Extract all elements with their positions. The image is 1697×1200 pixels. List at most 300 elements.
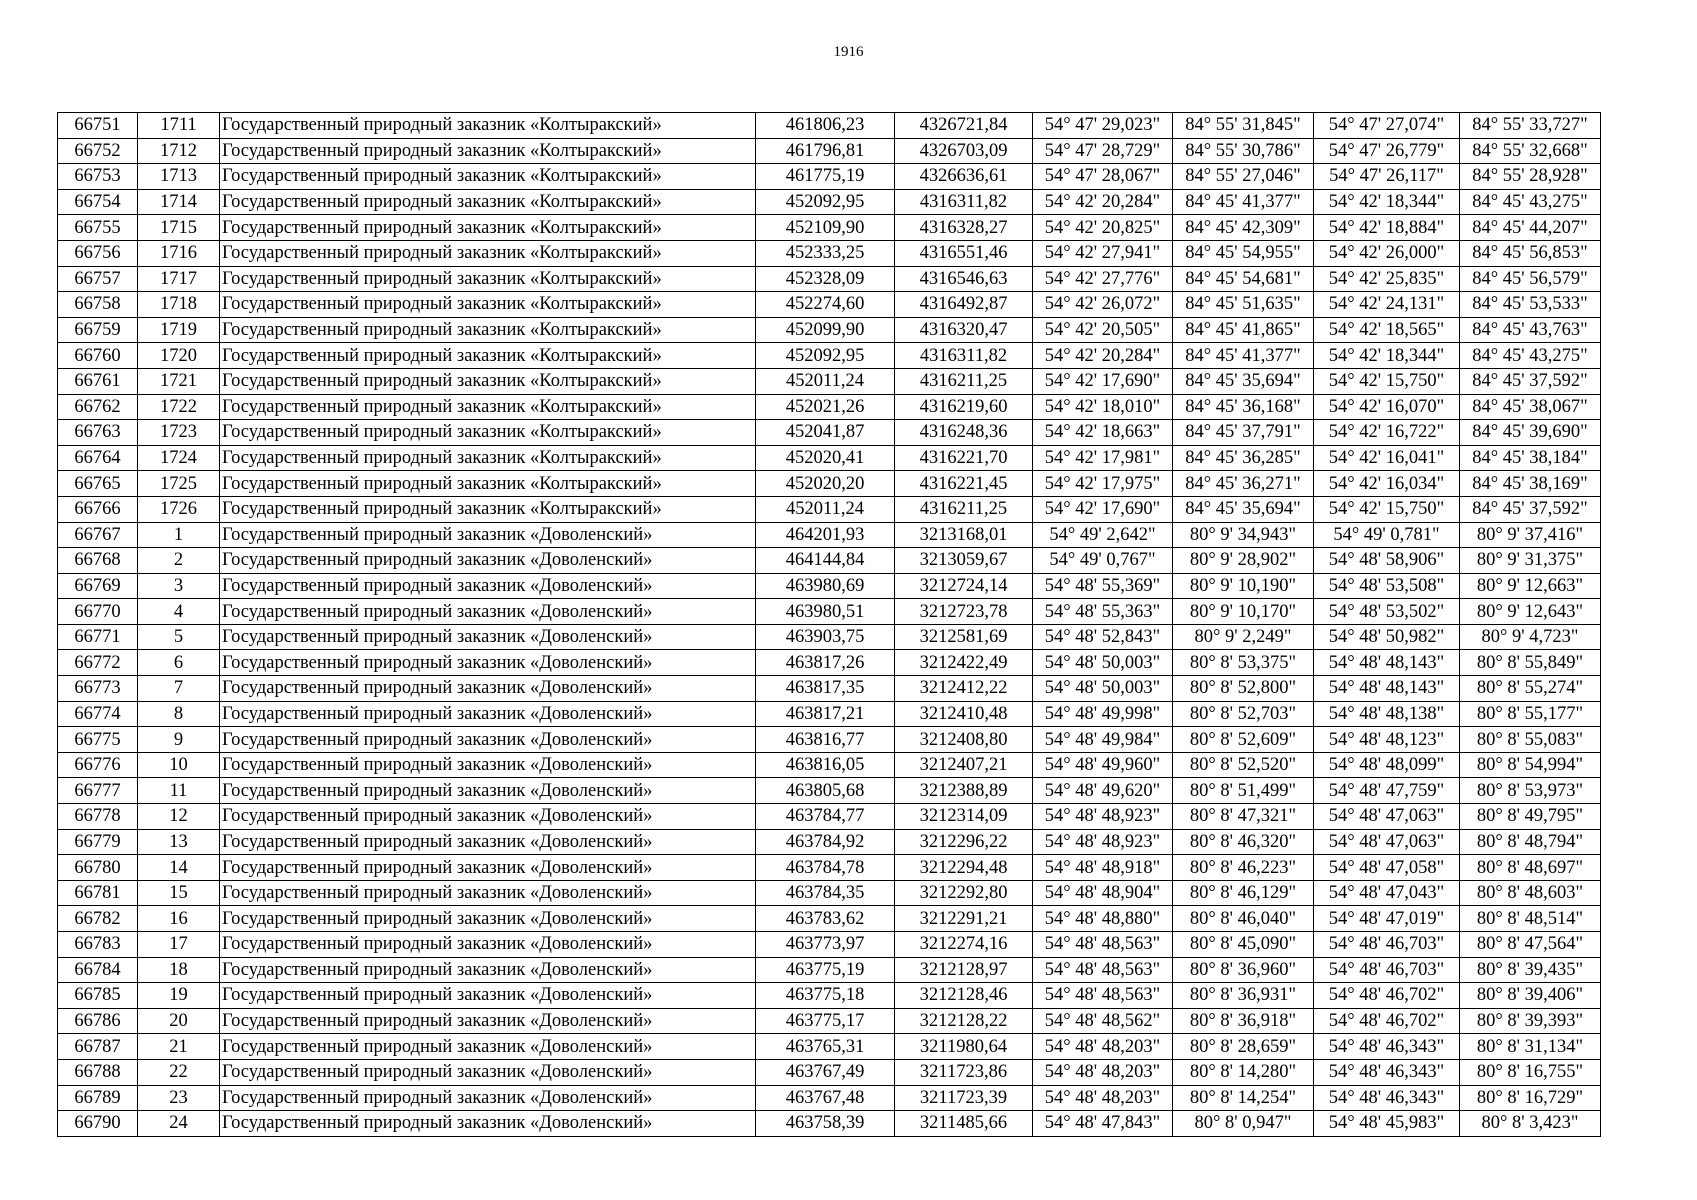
latitude-1-cell: 54° 48' 55,369" xyxy=(1033,573,1173,599)
longitude-2-cell: 84° 45' 56,853" xyxy=(1460,240,1601,266)
longitude-2-cell: 84° 45' 37,592" xyxy=(1460,368,1601,394)
object-name-cell: Государственный природный заказник «Доволенский» xyxy=(220,522,756,548)
latitude-2-cell: 54° 48' 46,343" xyxy=(1314,1085,1460,1111)
longitude-2-cell: 84° 55' 33,727" xyxy=(1460,113,1601,139)
longitude-1-cell: 80° 8' 45,090" xyxy=(1173,932,1314,958)
table-row xyxy=(58,957,1601,983)
x-coordinate-cell: 463758,39 xyxy=(756,1111,895,1137)
object-name-cell: Государственный природный заказник «Доволенский» xyxy=(220,1034,756,1060)
x-coordinate-cell: 452020,20 xyxy=(756,471,895,497)
table-row xyxy=(58,420,1601,446)
latitude-1-cell: 54° 48' 49,984" xyxy=(1033,727,1173,753)
record-number-cell: 66763 xyxy=(58,420,138,446)
x-coordinate-cell: 463784,77 xyxy=(756,804,895,830)
object-name-cell: Государственный природный заказник «Доволенский» xyxy=(220,804,756,830)
latitude-1-cell: 54° 48' 48,203" xyxy=(1033,1085,1173,1111)
y-coordinate-cell: 4316546,63 xyxy=(895,266,1033,292)
longitude-1-cell: 80° 8' 52,609" xyxy=(1173,727,1314,753)
x-coordinate-cell: 452099,90 xyxy=(756,317,895,343)
point-number-cell: 1717 xyxy=(138,266,220,292)
longitude-2-cell: 80° 8' 31,134" xyxy=(1460,1034,1601,1060)
point-number-cell: 17 xyxy=(138,932,220,958)
table-row xyxy=(58,701,1601,727)
table-row xyxy=(58,676,1601,702)
longitude-1-cell: 80° 8' 52,520" xyxy=(1173,752,1314,778)
y-coordinate-cell: 3212128,22 xyxy=(895,1008,1033,1034)
latitude-2-cell: 54° 42' 26,000" xyxy=(1314,240,1460,266)
x-coordinate-cell: 463817,35 xyxy=(756,676,895,702)
object-name-cell: Государственный природный заказник «Колтыракский» xyxy=(220,317,756,343)
table-row xyxy=(58,1059,1601,1085)
latitude-2-cell: 54° 42' 24,131" xyxy=(1314,292,1460,318)
latitude-2-cell: 54° 48' 46,702" xyxy=(1314,1008,1460,1034)
latitude-1-cell: 54° 48' 55,363" xyxy=(1033,599,1173,625)
latitude-2-cell: 54° 48' 45,983" xyxy=(1314,1111,1460,1137)
point-number-cell: 5 xyxy=(138,624,220,650)
object-name-cell: Государственный природный заказник «Доволенский» xyxy=(220,932,756,958)
longitude-1-cell: 84° 45' 42,309" xyxy=(1173,215,1314,241)
longitude-1-cell: 80° 8' 52,703" xyxy=(1173,701,1314,727)
x-coordinate-cell: 463767,49 xyxy=(756,1059,895,1085)
y-coordinate-cell: 3211723,39 xyxy=(895,1085,1033,1111)
y-coordinate-cell: 3212724,14 xyxy=(895,573,1033,599)
record-number-cell: 66777 xyxy=(58,778,138,804)
object-name-cell: Государственный природный заказник «Доволенский» xyxy=(220,1111,756,1137)
latitude-1-cell: 54° 48' 49,960" xyxy=(1033,752,1173,778)
x-coordinate-cell: 452333,25 xyxy=(756,240,895,266)
latitude-1-cell: 54° 48' 48,563" xyxy=(1033,957,1173,983)
x-coordinate-cell: 463784,78 xyxy=(756,855,895,881)
point-number-cell: 1715 xyxy=(138,215,220,241)
object-name-cell: Государственный природный заказник «Доволенский» xyxy=(220,957,756,983)
y-coordinate-cell: 3211485,66 xyxy=(895,1111,1033,1137)
y-coordinate-cell: 3212408,80 xyxy=(895,727,1033,753)
object-name-cell: Государственный природный заказник «Доволенский» xyxy=(220,624,756,650)
record-number-cell: 66780 xyxy=(58,855,138,881)
latitude-1-cell: 54° 42' 20,505" xyxy=(1033,317,1173,343)
latitude-2-cell: 54° 48' 48,138" xyxy=(1314,701,1460,727)
x-coordinate-cell: 463775,19 xyxy=(756,957,895,983)
longitude-1-cell: 80° 9' 10,170" xyxy=(1173,599,1314,625)
table-row xyxy=(58,624,1601,650)
table-row xyxy=(58,138,1601,164)
longitude-2-cell: 80° 8' 54,994" xyxy=(1460,752,1601,778)
object-name-cell: Государственный природный заказник «Доволенский» xyxy=(220,727,756,753)
record-number-cell: 66767 xyxy=(58,522,138,548)
x-coordinate-cell: 463767,48 xyxy=(756,1085,895,1111)
latitude-2-cell: 54° 48' 58,906" xyxy=(1314,548,1460,574)
y-coordinate-cell: 3212407,21 xyxy=(895,752,1033,778)
latitude-1-cell: 54° 42' 17,690" xyxy=(1033,368,1173,394)
latitude-1-cell: 54° 48' 49,620" xyxy=(1033,778,1173,804)
record-number-cell: 66785 xyxy=(58,983,138,1009)
longitude-1-cell: 84° 45' 54,681" xyxy=(1173,266,1314,292)
latitude-2-cell: 54° 42' 18,565" xyxy=(1314,317,1460,343)
x-coordinate-cell: 463980,69 xyxy=(756,573,895,599)
record-number-cell: 66773 xyxy=(58,676,138,702)
object-name-cell: Государственный природный заказник «Доволенский» xyxy=(220,1085,756,1111)
object-name-cell: Государственный природный заказник «Доволенский» xyxy=(220,701,756,727)
latitude-1-cell: 54° 47' 29,023" xyxy=(1033,113,1173,139)
longitude-1-cell: 80° 8' 53,375" xyxy=(1173,650,1314,676)
latitude-1-cell: 54° 48' 48,923" xyxy=(1033,829,1173,855)
longitude-2-cell: 80° 8' 39,435" xyxy=(1460,957,1601,983)
table-row xyxy=(58,1034,1601,1060)
latitude-1-cell: 54° 48' 48,880" xyxy=(1033,906,1173,932)
record-number-cell: 66778 xyxy=(58,804,138,830)
table-row xyxy=(58,1085,1601,1111)
longitude-2-cell: 84° 55' 28,928" xyxy=(1460,164,1601,190)
table-row xyxy=(58,343,1601,369)
longitude-1-cell: 80° 8' 36,960" xyxy=(1173,957,1314,983)
longitude-2-cell: 80° 8' 55,849" xyxy=(1460,650,1601,676)
latitude-1-cell: 54° 49' 0,767" xyxy=(1033,548,1173,574)
y-coordinate-cell: 4316219,60 xyxy=(895,394,1033,420)
record-number-cell: 66782 xyxy=(58,906,138,932)
point-number-cell: 15 xyxy=(138,880,220,906)
latitude-1-cell: 54° 48' 50,003" xyxy=(1033,650,1173,676)
longitude-2-cell: 80° 8' 16,729" xyxy=(1460,1085,1601,1111)
page-number: 1916 xyxy=(833,44,864,60)
longitude-2-cell: 80° 9' 12,643" xyxy=(1460,599,1601,625)
latitude-1-cell: 54° 42' 26,072" xyxy=(1033,292,1173,318)
longitude-1-cell: 84° 45' 41,377" xyxy=(1173,343,1314,369)
latitude-2-cell: 54° 42' 15,750" xyxy=(1314,368,1460,394)
y-coordinate-cell: 4316248,36 xyxy=(895,420,1033,446)
point-number-cell: 8 xyxy=(138,701,220,727)
latitude-1-cell: 54° 42' 17,975" xyxy=(1033,471,1173,497)
latitude-2-cell: 54° 48' 47,063" xyxy=(1314,804,1460,830)
longitude-1-cell: 80° 8' 14,254" xyxy=(1173,1085,1314,1111)
record-number-cell: 66786 xyxy=(58,1008,138,1034)
longitude-1-cell: 84° 45' 54,955" xyxy=(1173,240,1314,266)
longitude-2-cell: 80° 8' 3,423" xyxy=(1460,1111,1601,1137)
point-number-cell: 3 xyxy=(138,573,220,599)
longitude-2-cell: 80° 8' 53,973" xyxy=(1460,778,1601,804)
y-coordinate-cell: 3212422,49 xyxy=(895,650,1033,676)
point-number-cell: 13 xyxy=(138,829,220,855)
table-row xyxy=(58,113,1601,139)
y-coordinate-cell: 3212274,16 xyxy=(895,932,1033,958)
latitude-2-cell: 54° 48' 47,019" xyxy=(1314,906,1460,932)
y-coordinate-cell: 3212128,46 xyxy=(895,983,1033,1009)
x-coordinate-cell: 464201,93 xyxy=(756,522,895,548)
point-number-cell: 1721 xyxy=(138,368,220,394)
record-number-cell: 66776 xyxy=(58,752,138,778)
longitude-2-cell: 80° 8' 55,177" xyxy=(1460,701,1601,727)
x-coordinate-cell: 463816,05 xyxy=(756,752,895,778)
point-number-cell: 22 xyxy=(138,1059,220,1085)
longitude-2-cell: 84° 55' 32,668" xyxy=(1460,138,1601,164)
table-row xyxy=(58,829,1601,855)
latitude-2-cell: 54° 48' 48,099" xyxy=(1314,752,1460,778)
record-number-cell: 66788 xyxy=(58,1059,138,1085)
x-coordinate-cell: 463783,62 xyxy=(756,906,895,932)
table-row xyxy=(58,932,1601,958)
object-name-cell: Государственный природный заказник «Доволенский» xyxy=(220,752,756,778)
x-coordinate-cell: 461775,19 xyxy=(756,164,895,190)
longitude-1-cell: 80° 8' 46,320" xyxy=(1173,829,1314,855)
object-name-cell: Государственный природный заказник «Доволенский» xyxy=(220,650,756,676)
object-name-cell: Государственный природный заказник «Доволенский» xyxy=(220,906,756,932)
point-number-cell: 1711 xyxy=(138,113,220,139)
latitude-2-cell: 54° 48' 47,058" xyxy=(1314,855,1460,881)
table-row xyxy=(58,496,1601,522)
longitude-1-cell: 80° 8' 52,800" xyxy=(1173,676,1314,702)
longitude-2-cell: 80° 9' 12,663" xyxy=(1460,573,1601,599)
latitude-2-cell: 54° 42' 16,041" xyxy=(1314,445,1460,471)
latitude-2-cell: 54° 48' 46,703" xyxy=(1314,932,1460,958)
latitude-2-cell: 54° 42' 18,884" xyxy=(1314,215,1460,241)
y-coordinate-cell: 3213059,67 xyxy=(895,548,1033,574)
longitude-1-cell: 84° 45' 36,168" xyxy=(1173,394,1314,420)
point-number-cell: 1712 xyxy=(138,138,220,164)
point-number-cell: 20 xyxy=(138,1008,220,1034)
x-coordinate-cell: 463980,51 xyxy=(756,599,895,625)
longitude-2-cell: 80° 9' 31,375" xyxy=(1460,548,1601,574)
y-coordinate-cell: 3212314,09 xyxy=(895,804,1033,830)
latitude-1-cell: 54° 48' 48,904" xyxy=(1033,880,1173,906)
longitude-1-cell: 84° 55' 27,046" xyxy=(1173,164,1314,190)
object-name-cell: Государственный природный заказник «Колтыракский» xyxy=(220,368,756,394)
table-row xyxy=(58,548,1601,574)
latitude-1-cell: 54° 48' 48,923" xyxy=(1033,804,1173,830)
latitude-2-cell: 54° 42' 16,070" xyxy=(1314,394,1460,420)
latitude-2-cell: 54° 48' 46,702" xyxy=(1314,983,1460,1009)
longitude-2-cell: 84° 45' 56,579" xyxy=(1460,266,1601,292)
latitude-2-cell: 54° 48' 47,759" xyxy=(1314,778,1460,804)
table-row xyxy=(58,880,1601,906)
point-number-cell: 1714 xyxy=(138,189,220,215)
latitude-1-cell: 54° 42' 17,690" xyxy=(1033,496,1173,522)
object-name-cell: Государственный природный заказник «Колтыракский» xyxy=(220,496,756,522)
record-number-cell: 66755 xyxy=(58,215,138,241)
table-row xyxy=(58,599,1601,625)
latitude-1-cell: 54° 42' 17,981" xyxy=(1033,445,1173,471)
object-name-cell: Государственный природный заказник «Доволенский» xyxy=(220,676,756,702)
table-row xyxy=(58,394,1601,420)
longitude-2-cell: 84° 45' 38,184" xyxy=(1460,445,1601,471)
x-coordinate-cell: 452041,87 xyxy=(756,420,895,446)
table-row xyxy=(58,1111,1601,1137)
y-coordinate-cell: 3212291,21 xyxy=(895,906,1033,932)
record-number-cell: 66762 xyxy=(58,394,138,420)
latitude-1-cell: 54° 42' 18,010" xyxy=(1033,394,1173,420)
x-coordinate-cell: 452011,24 xyxy=(756,496,895,522)
longitude-2-cell: 84° 45' 44,207" xyxy=(1460,215,1601,241)
y-coordinate-cell: 4316221,70 xyxy=(895,445,1033,471)
record-number-cell: 66789 xyxy=(58,1085,138,1111)
point-number-cell: 1713 xyxy=(138,164,220,190)
x-coordinate-cell: 463773,97 xyxy=(756,932,895,958)
record-number-cell: 66783 xyxy=(58,932,138,958)
longitude-1-cell: 84° 45' 41,377" xyxy=(1173,189,1314,215)
record-number-cell: 66766 xyxy=(58,496,138,522)
object-name-cell: Государственный природный заказник «Доволенский» xyxy=(220,1059,756,1085)
y-coordinate-cell: 4326636,61 xyxy=(895,164,1033,190)
longitude-2-cell: 84° 45' 38,067" xyxy=(1460,394,1601,420)
latitude-2-cell: 54° 49' 0,781" xyxy=(1314,522,1460,548)
table-row xyxy=(58,445,1601,471)
x-coordinate-cell: 452274,60 xyxy=(756,292,895,318)
record-number-cell: 66779 xyxy=(58,829,138,855)
point-number-cell: 11 xyxy=(138,778,220,804)
record-number-cell: 66753 xyxy=(58,164,138,190)
y-coordinate-cell: 3212412,22 xyxy=(895,676,1033,702)
x-coordinate-cell: 452092,95 xyxy=(756,343,895,369)
y-coordinate-cell: 3213168,01 xyxy=(895,522,1033,548)
x-coordinate-cell: 461796,81 xyxy=(756,138,895,164)
latitude-2-cell: 54° 47' 26,117" xyxy=(1314,164,1460,190)
y-coordinate-cell: 4316211,25 xyxy=(895,496,1033,522)
y-coordinate-cell: 3211723,86 xyxy=(895,1059,1033,1085)
record-number-cell: 66754 xyxy=(58,189,138,215)
longitude-1-cell: 84° 55' 31,845" xyxy=(1173,113,1314,139)
object-name-cell: Государственный природный заказник «Колтыракский» xyxy=(220,420,756,446)
object-name-cell: Государственный природный заказник «Колтыракский» xyxy=(220,138,756,164)
object-name-cell: Государственный природный заказник «Колтыракский» xyxy=(220,343,756,369)
y-coordinate-cell: 4316328,27 xyxy=(895,215,1033,241)
record-number-cell: 66774 xyxy=(58,701,138,727)
y-coordinate-cell: 3212410,48 xyxy=(895,701,1033,727)
object-name-cell: Государственный природный заказник «Колтыракский» xyxy=(220,266,756,292)
point-number-cell: 1725 xyxy=(138,471,220,497)
point-number-cell: 16 xyxy=(138,906,220,932)
longitude-1-cell: 84° 45' 36,271" xyxy=(1173,471,1314,497)
latitude-1-cell: 54° 48' 47,843" xyxy=(1033,1111,1173,1137)
longitude-1-cell: 80° 9' 34,943" xyxy=(1173,522,1314,548)
object-name-cell: Государственный природный заказник «Колтыракский» xyxy=(220,113,756,139)
longitude-1-cell: 80° 9' 2,249" xyxy=(1173,624,1314,650)
record-number-cell: 66758 xyxy=(58,292,138,318)
latitude-2-cell: 54° 48' 50,982" xyxy=(1314,624,1460,650)
object-name-cell: Государственный природный заказник «Колтыракский» xyxy=(220,292,756,318)
longitude-1-cell: 84° 45' 35,694" xyxy=(1173,496,1314,522)
object-name-cell: Государственный природный заказник «Доволенский» xyxy=(220,855,756,881)
latitude-2-cell: 54° 42' 18,344" xyxy=(1314,189,1460,215)
longitude-1-cell: 80° 8' 36,931" xyxy=(1173,983,1314,1009)
record-number-cell: 66784 xyxy=(58,957,138,983)
longitude-2-cell: 84° 45' 39,690" xyxy=(1460,420,1601,446)
y-coordinate-cell: 3212581,69 xyxy=(895,624,1033,650)
object-name-cell: Государственный природный заказник «Колтыракский» xyxy=(220,394,756,420)
latitude-1-cell: 54° 47' 28,067" xyxy=(1033,164,1173,190)
record-number-cell: 66769 xyxy=(58,573,138,599)
latitude-2-cell: 54° 42' 16,034" xyxy=(1314,471,1460,497)
latitude-1-cell: 54° 42' 27,776" xyxy=(1033,266,1173,292)
longitude-2-cell: 80° 8' 48,603" xyxy=(1460,880,1601,906)
x-coordinate-cell: 463784,92 xyxy=(756,829,895,855)
record-number-cell: 66765 xyxy=(58,471,138,497)
longitude-1-cell: 84° 45' 41,865" xyxy=(1173,317,1314,343)
record-number-cell: 66759 xyxy=(58,317,138,343)
y-coordinate-cell: 3211980,64 xyxy=(895,1034,1033,1060)
latitude-2-cell: 54° 42' 15,750" xyxy=(1314,496,1460,522)
record-number-cell: 66771 xyxy=(58,624,138,650)
x-coordinate-cell: 463765,31 xyxy=(756,1034,895,1060)
latitude-1-cell: 54° 42' 20,825" xyxy=(1033,215,1173,241)
latitude-2-cell: 54° 42' 18,344" xyxy=(1314,343,1460,369)
latitude-1-cell: 54° 42' 27,941" xyxy=(1033,240,1173,266)
table-body xyxy=(58,113,1601,1137)
point-number-cell: 1726 xyxy=(138,496,220,522)
longitude-1-cell: 84° 45' 51,635" xyxy=(1173,292,1314,318)
table-row xyxy=(58,189,1601,215)
x-coordinate-cell: 463775,18 xyxy=(756,983,895,1009)
latitude-1-cell: 54° 48' 52,843" xyxy=(1033,624,1173,650)
y-coordinate-cell: 3212294,48 xyxy=(895,855,1033,881)
latitude-1-cell: 54° 48' 48,918" xyxy=(1033,855,1173,881)
y-coordinate-cell: 4316221,45 xyxy=(895,471,1033,497)
object-name-cell: Государственный природный заказник «Колтыракский» xyxy=(220,240,756,266)
longitude-2-cell: 80° 8' 48,514" xyxy=(1460,906,1601,932)
point-number-cell: 2 xyxy=(138,548,220,574)
record-number-cell: 66751 xyxy=(58,113,138,139)
longitude-2-cell: 80° 8' 39,393" xyxy=(1460,1008,1601,1034)
longitude-2-cell: 80° 8' 39,406" xyxy=(1460,983,1601,1009)
object-name-cell: Государственный природный заказник «Колтыракский» xyxy=(220,189,756,215)
record-number-cell: 66761 xyxy=(58,368,138,394)
object-name-cell: Государственный природный заказник «Доволенский» xyxy=(220,1008,756,1034)
record-number-cell: 66787 xyxy=(58,1034,138,1060)
point-number-cell: 24 xyxy=(138,1111,220,1137)
record-number-cell: 66756 xyxy=(58,240,138,266)
point-number-cell: 19 xyxy=(138,983,220,1009)
x-coordinate-cell: 463784,35 xyxy=(756,880,895,906)
point-number-cell: 18 xyxy=(138,957,220,983)
x-coordinate-cell: 452020,41 xyxy=(756,445,895,471)
record-number-cell: 66775 xyxy=(58,727,138,753)
x-coordinate-cell: 452109,90 xyxy=(756,215,895,241)
table-row xyxy=(58,650,1601,676)
table-row xyxy=(58,752,1601,778)
table-row xyxy=(58,1008,1601,1034)
y-coordinate-cell: 4316211,25 xyxy=(895,368,1033,394)
latitude-2-cell: 54° 48' 48,143" xyxy=(1314,650,1460,676)
table-row xyxy=(58,292,1601,318)
latitude-1-cell: 54° 48' 48,563" xyxy=(1033,932,1173,958)
point-number-cell: 1718 xyxy=(138,292,220,318)
point-number-cell: 21 xyxy=(138,1034,220,1060)
table-row xyxy=(58,855,1601,881)
longitude-1-cell: 84° 45' 37,791" xyxy=(1173,420,1314,446)
point-number-cell: 1724 xyxy=(138,445,220,471)
latitude-2-cell: 54° 48' 46,343" xyxy=(1314,1059,1460,1085)
table-row xyxy=(58,215,1601,241)
record-number-cell: 66768 xyxy=(58,548,138,574)
point-number-cell: 1716 xyxy=(138,240,220,266)
point-number-cell: 12 xyxy=(138,804,220,830)
table-row xyxy=(58,240,1601,266)
longitude-2-cell: 84° 45' 53,533" xyxy=(1460,292,1601,318)
point-number-cell: 9 xyxy=(138,727,220,753)
latitude-2-cell: 54° 48' 48,123" xyxy=(1314,727,1460,753)
y-coordinate-cell: 3212296,22 xyxy=(895,829,1033,855)
latitude-1-cell: 54° 42' 18,663" xyxy=(1033,420,1173,446)
x-coordinate-cell: 464144,84 xyxy=(756,548,895,574)
object-name-cell: Государственный природный заказник «Колтыракский» xyxy=(220,445,756,471)
longitude-2-cell: 80° 9' 37,416" xyxy=(1460,522,1601,548)
record-number-cell: 66760 xyxy=(58,343,138,369)
y-coordinate-cell: 4316311,82 xyxy=(895,189,1033,215)
y-coordinate-cell: 4326703,09 xyxy=(895,138,1033,164)
longitude-1-cell: 80° 8' 47,321" xyxy=(1173,804,1314,830)
point-number-cell: 1720 xyxy=(138,343,220,369)
longitude-1-cell: 80° 8' 14,280" xyxy=(1173,1059,1314,1085)
latitude-2-cell: 54° 42' 16,722" xyxy=(1314,420,1460,446)
table-row xyxy=(58,522,1601,548)
longitude-2-cell: 80° 8' 55,274" xyxy=(1460,676,1601,702)
